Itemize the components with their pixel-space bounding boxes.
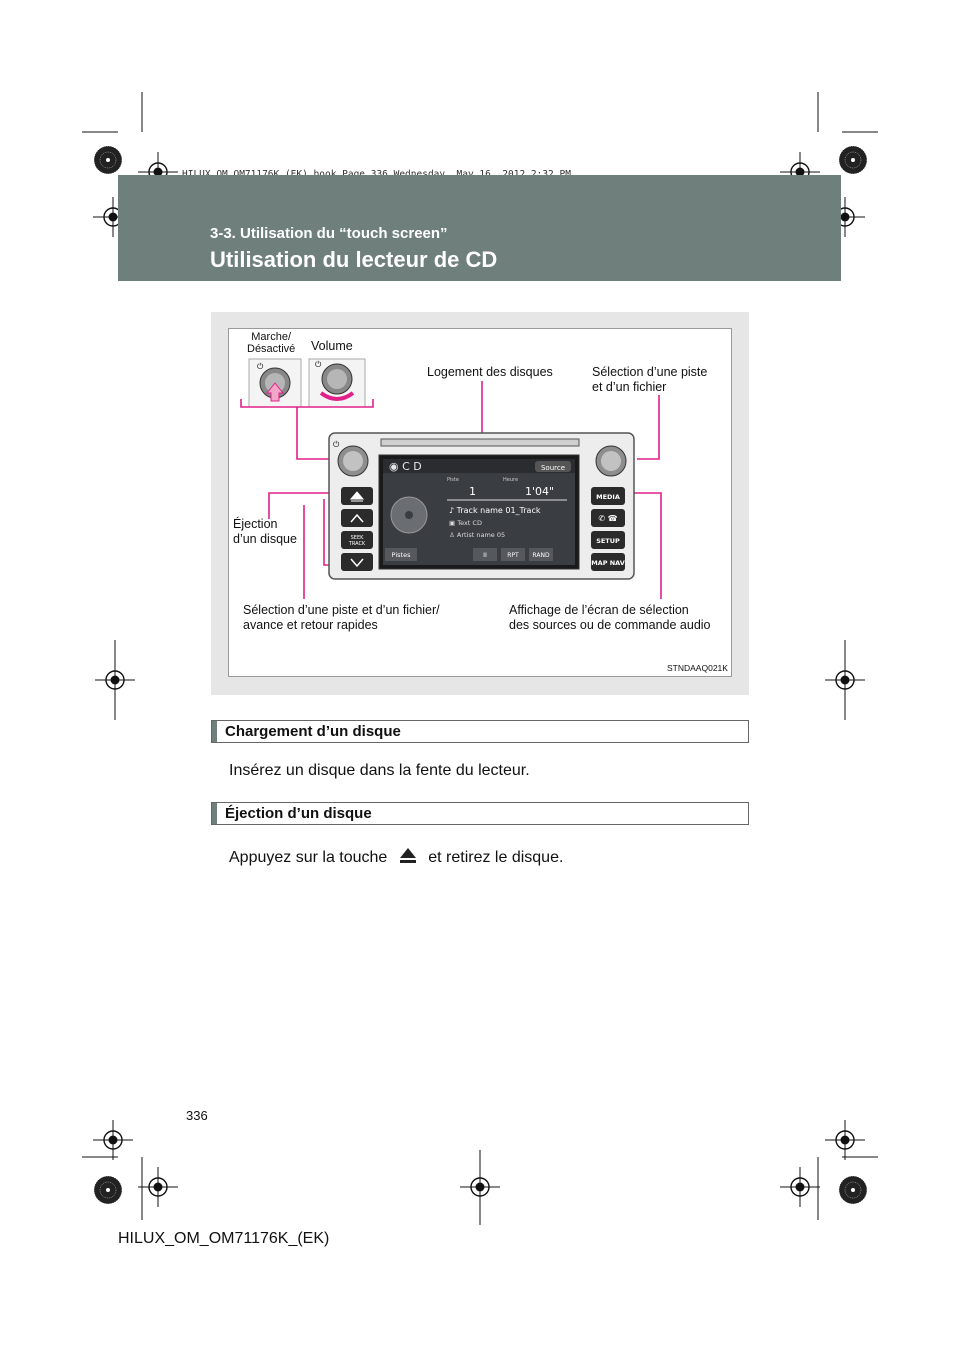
label-track-select: Sélection d’une piste et d’un fichier bbox=[592, 365, 708, 394]
svg-text:MAP NAV: MAP NAV bbox=[591, 559, 625, 567]
figure-code: STNDAAQ021K bbox=[667, 663, 728, 673]
eject-icon bbox=[398, 845, 418, 865]
chapter-header bbox=[118, 175, 841, 281]
section-eject-disc bbox=[211, 802, 749, 825]
svg-text:⏻: ⏻ bbox=[257, 362, 264, 371]
head-unit bbox=[329, 433, 634, 579]
volume-knob-inset bbox=[309, 359, 365, 407]
paragraph-text-start: Appuyez sur la touche bbox=[229, 849, 388, 866]
svg-text:TRACK: TRACK bbox=[348, 541, 366, 547]
svg-text:SETUP: SETUP bbox=[596, 537, 620, 545]
svg-text:♪ Track name 01_Track: ♪ Track name 01_Track bbox=[449, 506, 541, 515]
svg-text:⏻: ⏻ bbox=[333, 440, 340, 449]
paragraph-eject-disc bbox=[229, 845, 563, 867]
svg-text:⏻: ⏻ bbox=[315, 360, 322, 369]
section-title: Chargement d’un disque bbox=[225, 723, 401, 740]
svg-text:RPT: RPT bbox=[507, 552, 519, 559]
section-load-disc bbox=[211, 720, 749, 743]
svg-text:II: II bbox=[483, 551, 487, 559]
label-volume: Volume bbox=[311, 339, 353, 353]
svg-text:1: 1 bbox=[469, 485, 476, 498]
svg-text:RAND: RAND bbox=[532, 552, 550, 559]
label-eject: Éjection d’un disque bbox=[233, 517, 297, 546]
label-display-select: Affichage de l’écran de sélection des sources ou de commande audio bbox=[509, 603, 711, 632]
label-disc-slot: Logement des disques bbox=[427, 365, 553, 379]
svg-text:◉ C D: ◉ C D bbox=[389, 460, 422, 473]
svg-text:1'04": 1'04" bbox=[525, 485, 555, 498]
section-bar bbox=[212, 803, 217, 824]
paragraph-text-end: et retirez le disque. bbox=[428, 849, 564, 866]
svg-text:✆ ☎: ✆ ☎ bbox=[598, 514, 618, 523]
section-heading: 3-3. Utilisation du “touch screen” bbox=[210, 225, 448, 242]
svg-text:▣ Text CD: ▣ Text CD bbox=[449, 519, 482, 527]
figure-audio-unit bbox=[211, 312, 749, 695]
footer-doc-id: HILUX_OM_OM71176K_(EK) bbox=[118, 1230, 330, 1247]
svg-text:SEEK: SEEK bbox=[350, 535, 364, 541]
svg-text:Piste: Piste bbox=[447, 477, 459, 483]
svg-text:Source: Source bbox=[540, 464, 566, 472]
label-seek-track: Sélection d’une piste et d’un fichier/ avance et retour rapides bbox=[243, 603, 440, 632]
svg-text:MEDIA: MEDIA bbox=[596, 493, 620, 501]
page-number: 336 bbox=[186, 1108, 208, 1123]
page-title: Utilisation du lecteur de CD bbox=[210, 247, 498, 272]
paragraph-load-disc: Insérez un disque dans la fente du lecteur. bbox=[229, 762, 530, 779]
svg-text:Heure: Heure bbox=[503, 477, 519, 483]
section-bar bbox=[212, 721, 217, 742]
section-title: Éjection d’un disque bbox=[225, 805, 372, 822]
power-knob-inset bbox=[249, 359, 301, 407]
figure-panel bbox=[228, 328, 732, 677]
label-power: Marche/ Désactivé bbox=[247, 331, 296, 355]
svg-text:♙ Artist name 05: ♙ Artist name 05 bbox=[449, 531, 506, 539]
svg-text:Pistes: Pistes bbox=[391, 551, 411, 559]
